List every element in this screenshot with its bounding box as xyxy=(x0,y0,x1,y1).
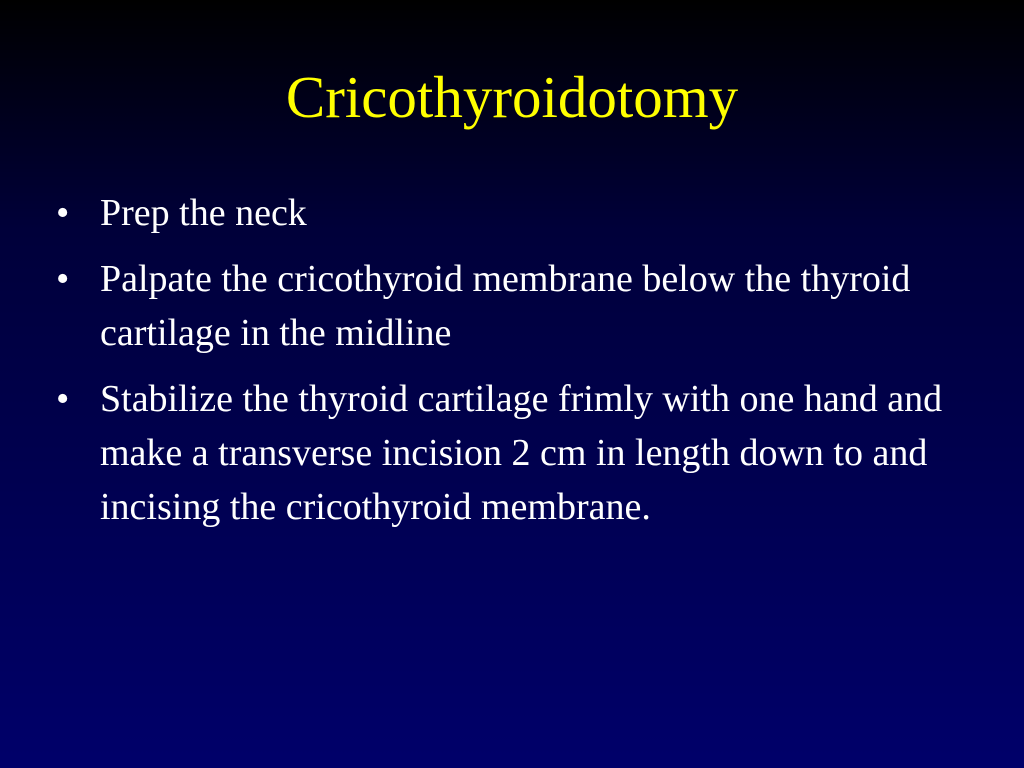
bullet-text: Prep the neck xyxy=(100,192,307,234)
bullet-text: Stabilize the thyroid cartilage frimly with one hand and make a transverse incision 2 cm in length down to and incising the cricothyroid membrane. xyxy=(100,378,943,528)
bullet-item-stabilize-incise xyxy=(56,372,956,534)
bullet-icon: • xyxy=(56,192,70,234)
bullet-item-prep-neck xyxy=(56,186,956,240)
bullet-item-palpate-membrane xyxy=(56,252,956,360)
bullet-text: Palpate the cricothyroid membrane below the thyroid cartilage in the midline xyxy=(100,258,911,354)
bullet-icon: • xyxy=(56,378,70,420)
bullet-icon: • xyxy=(56,258,70,300)
bullet-list xyxy=(56,186,956,546)
slide-title: Cricothyroidotomy xyxy=(285,64,739,130)
